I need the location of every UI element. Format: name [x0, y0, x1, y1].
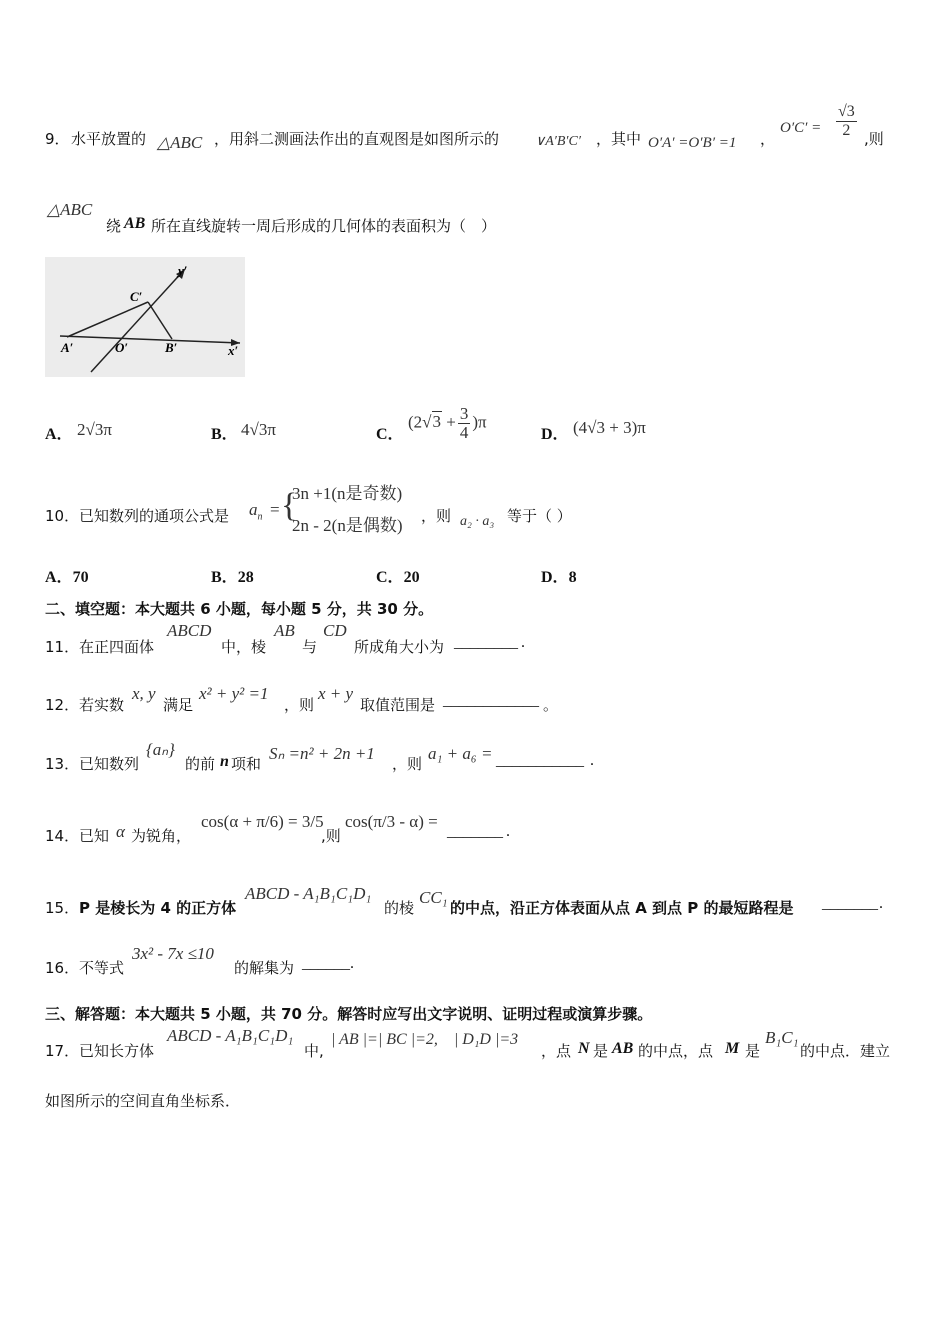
- q9-frac-den: 2: [842, 122, 851, 139]
- q10-option-b: B．28: [211, 569, 254, 586]
- q16-blank[interactable]: ______: [302, 955, 350, 972]
- q9-triangle-prime: ∨A′B′C′: [535, 134, 581, 149]
- q14-text-3: ,则: [321, 827, 341, 845]
- q9-text-4: ,则: [864, 130, 884, 148]
- q17-text-3g: 是: [745, 1042, 761, 1060]
- q12-text-4: 取值范围是: [360, 696, 436, 714]
- q11-blank[interactable]: ________: [454, 634, 518, 651]
- q9-triangle-abc: △ABC: [157, 133, 203, 152]
- q17-m2: | AB |=| BC |=2, | D₁D |=3: [331, 1031, 519, 1048]
- q13-number: 13．: [45, 755, 80, 773]
- q9-text-5c: 所在直线旋转一周后形成的几何体的表面积为（ ）: [151, 217, 497, 235]
- q9-text-5b: AB: [124, 215, 146, 232]
- q10-case-2: 2n - 2(n是偶数): [292, 516, 403, 535]
- q10-option-d: D．8: [541, 569, 577, 586]
- q11-end: .: [521, 634, 525, 651]
- q14-number: 14．: [45, 827, 80, 845]
- q17-text-3e: 的中点，点: [638, 1042, 714, 1060]
- q12-m1: x, y: [132, 684, 156, 703]
- q14-end: .: [506, 823, 510, 840]
- q14-text-1: 已知: [79, 827, 110, 845]
- q13-m2: Sₙ =n² + 2n +1: [269, 744, 375, 763]
- q9-option-b-value: 4√3π: [241, 420, 276, 439]
- q17-m1: ABCD - A₁B₁C₁D₁: [167, 1026, 294, 1045]
- q9-option-d-value: (4√3 + 3)π: [573, 418, 646, 437]
- q11-text-1: 在正四面体: [79, 638, 155, 656]
- q11-m2: AB: [274, 621, 295, 640]
- q17-text-3b: N: [578, 1040, 590, 1057]
- q17-number: 17．: [45, 1042, 80, 1060]
- q11-text-2: 中，棱: [221, 638, 267, 656]
- q13-m3: a₁ + a₆ =: [428, 744, 493, 763]
- q10-text-1: 已知数列的通项公式是: [79, 507, 230, 525]
- q9-option-b-label: B．: [211, 426, 238, 443]
- q13-text-3: ，则: [392, 755, 423, 773]
- q14-text-2: 为锐角，: [131, 827, 192, 845]
- q9-option-a-label: A．: [45, 426, 73, 443]
- q10-option-c: C．20: [376, 569, 420, 586]
- section-2-heading: 二、填空题：本大题共 6 小题，每小题 5 分，共 30 分。: [45, 600, 434, 618]
- q12-text-2: 满足: [163, 696, 194, 714]
- q15-blank[interactable]: _______: [822, 895, 878, 912]
- q10-an: $a_n$: [249, 500, 263, 523]
- q17-text-4: 的中点．建立: [800, 1042, 891, 1060]
- q15-number: 15．: [45, 899, 80, 917]
- segment-c-b: [148, 302, 172, 339]
- q9-condition-2-lhs: O′C′ =: [780, 120, 822, 136]
- q17-line-2: 如图所示的空间直角坐标系．: [45, 1092, 241, 1110]
- q9-condition-1: O′A′ =O′B′ =1: [648, 135, 737, 151]
- q14-alpha: α: [116, 822, 125, 841]
- oblique-diagram: [45, 257, 245, 377]
- q12-m2: x² + y² =1: [199, 684, 269, 703]
- q17-text-1: 已知长方体: [79, 1042, 155, 1060]
- q9-figure: [45, 257, 245, 377]
- q13-text-2a: 的前: [185, 755, 216, 773]
- q16-text-1: 不等式: [79, 959, 125, 977]
- q15-text-3: 的中点，沿正方体表面从点 A 到点 P 的最短路程是: [450, 899, 794, 917]
- label-b: B′: [165, 340, 178, 355]
- q17-text-3f: M: [725, 1040, 740, 1057]
- q10-product: a₂ · a₃: [460, 514, 495, 529]
- q9-text-2: ，用斜二测画法作出的直观图是如图所示的: [214, 130, 500, 148]
- q13-end: .: [590, 752, 594, 769]
- q10-number: 10．: [45, 507, 80, 525]
- q13-text-1: 已知数列: [79, 755, 140, 773]
- q17-text-3d: AB: [612, 1040, 634, 1057]
- q10-option-a: A．70: [45, 569, 89, 586]
- q12-blank[interactable]: ____________: [443, 692, 539, 709]
- q16-number: 16．: [45, 959, 80, 977]
- label-c: C′: [130, 289, 143, 304]
- q10-text-3: 等于（ ）: [507, 507, 572, 525]
- q9-option-d-label: D．: [541, 426, 569, 443]
- q16-text-2: 的解集为: [234, 959, 295, 977]
- label-x: x′: [228, 343, 239, 358]
- q11-text-4: 所成角大小为: [354, 638, 445, 656]
- q12-text-1: 若实数: [79, 696, 125, 714]
- q9-condition-2-fraction: [836, 103, 857, 140]
- q15-end: .: [879, 895, 883, 912]
- q15-text-2: 的棱: [384, 899, 415, 917]
- q9-number: 9．: [45, 130, 70, 148]
- x-axis: [60, 336, 240, 343]
- q9-triangle-abc-2: △ABC: [47, 200, 93, 219]
- q13-text-2c: 项和: [231, 755, 262, 773]
- q17-text-3c: 是: [593, 1042, 609, 1060]
- segment-a-c: [67, 302, 148, 337]
- q9-option-c-value: (2√3 + $\frac{3}{4}$ )π: [408, 404, 487, 442]
- label-y: y′: [178, 263, 188, 278]
- q14-m3: cos(π/3 - α) =: [345, 812, 438, 831]
- q13-text-2b: n: [220, 753, 229, 770]
- q14-blank[interactable]: _______: [447, 823, 503, 840]
- q14-m2: cos(α + π/6) = 3/5: [201, 812, 324, 831]
- q12-text-3: ，则: [284, 696, 315, 714]
- q9-text-1: 水平放置的: [71, 130, 147, 148]
- q10-eq: =: [270, 500, 280, 519]
- q16-end: .: [350, 955, 354, 972]
- q9-text-5a: 绕: [106, 217, 122, 235]
- q13-m1: {aₙ}: [146, 740, 175, 759]
- q9-option-a-value: 2√3π: [77, 420, 112, 439]
- q15-text-1: P 是棱长为 4 的正方体: [79, 899, 237, 917]
- q16-m1: 3x² - 7x ≤10: [132, 944, 214, 963]
- q10-text-2: ，则: [421, 507, 452, 525]
- q15-m2: CC₁: [419, 888, 448, 907]
- label-a: A′: [61, 340, 74, 355]
- q10-case-1: 3n +1(n是奇数): [292, 484, 403, 503]
- label-o: O′: [115, 340, 129, 355]
- q9-comma: ，: [760, 130, 776, 148]
- q11-text-3: 与: [302, 638, 318, 656]
- q11-number: 11．: [45, 638, 80, 656]
- q9-option-c-label: C．: [376, 426, 404, 443]
- q9-text-3: ，其中: [596, 130, 642, 148]
- q17-m3: B₁C₁: [765, 1028, 799, 1047]
- q15-m1: ABCD - A₁B₁C₁D₁: [245, 884, 372, 903]
- q10-brace: {: [281, 487, 298, 524]
- q12-number: 12．: [45, 696, 80, 714]
- q9-frac-num: √3: [838, 103, 855, 120]
- q13-blank[interactable]: ___________: [496, 752, 584, 769]
- q17-text-3a: ，点: [541, 1042, 572, 1060]
- q17-text-2: 中,: [304, 1042, 324, 1060]
- section-3-heading: 三、解答题：本大题共 5 小题，共 70 分。解答时应写出文字说明、证明过程或演算步骤。: [45, 1005, 653, 1023]
- q12-end: 。: [543, 696, 559, 714]
- q11-m1: ABCD: [167, 621, 212, 640]
- q11-m3: CD: [323, 621, 347, 640]
- q12-m3: x + y: [318, 684, 354, 703]
